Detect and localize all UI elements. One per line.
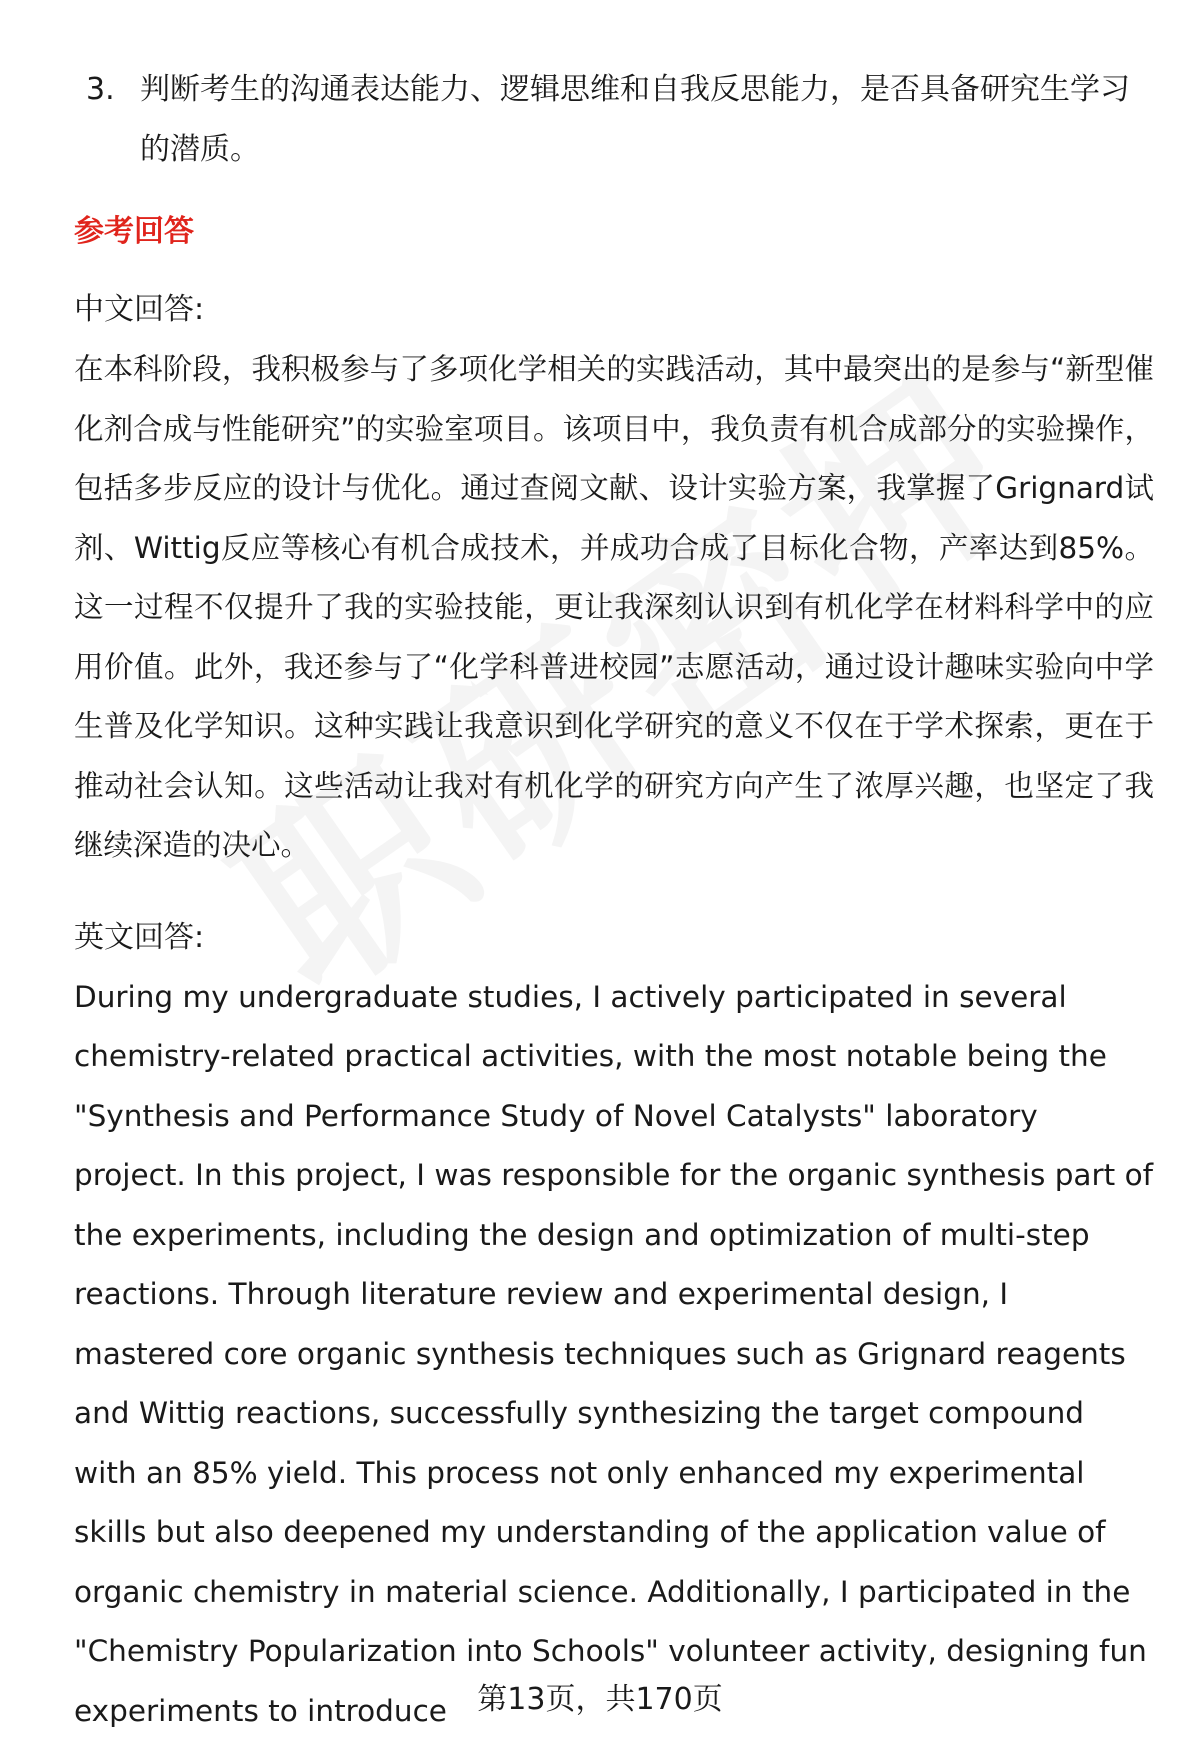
list-item <box>74 60 1154 180</box>
page-number-footer: 第13页，共170页 <box>477 1682 723 1717</box>
list-number: 3. <box>86 72 115 107</box>
english-answer-label: 英文回答: <box>74 919 205 955</box>
english-answer-text: During my undergraduate studies, I actively participated in several chemistry-related practical activities, with the most notable being the "Synthesis and Performance Study of Novel Catalysts" laboratory project. In this project, I was responsible for the organic synthesis part of the experiments, including the design and optimization of multi-step reactions. Through literature review and experimental design, I mastered core organic synthesis techniques such as Grignard reagents and Wittig reactions, successfully synthesizing the target compound with an 85% yield. This process not only enhanced my experimental skills but also deepened my understanding of the application value of organic chemistry in material science. Additionally, I participated in the "Chemistry Popularization into Schools" volunteer activity, designing fun experiments to introduce <box>74 979 1154 1728</box>
list-text: 判断考生的沟通表达能力、逻辑思维和自我反思能力，是否具备研究生学习的潜质。 <box>140 72 1130 167</box>
document-page <box>74 60 1154 1741</box>
chinese-answer-label: 中文回答: <box>74 292 205 327</box>
section-heading: 参考回答 <box>74 214 194 249</box>
chinese-answer-text: 在本科阶段，我积极参与了多项化学相关的实践活动，其中最突出的是参与“新型催化剂合成与性能研究”的实验室项目。该项目中，我负责有机合成部分的实验操作，包括多步反应的设计与优化。通过查阅文献、设计实验方案，我掌握了Grignard试剂、Wittig反应等核心有机合成技术，并成功合成了目标化合物，产率达到85%。这一过程不仅提升了我的实验技能，更让我深刻认识到有机化学在材料科学中的应用价值。此外，我还参与了“化学科普进校园”志愿活动，通过设计趣味实验向中学生普及化学知识。这种实践让我意识到化学研究的意义不仅在于学术探索，更在于推动社会认知。这些活动让我对有机化学的研究方向产生了浓厚兴趣，也坚定了我继续深造的决心。 <box>74 352 1154 862</box>
